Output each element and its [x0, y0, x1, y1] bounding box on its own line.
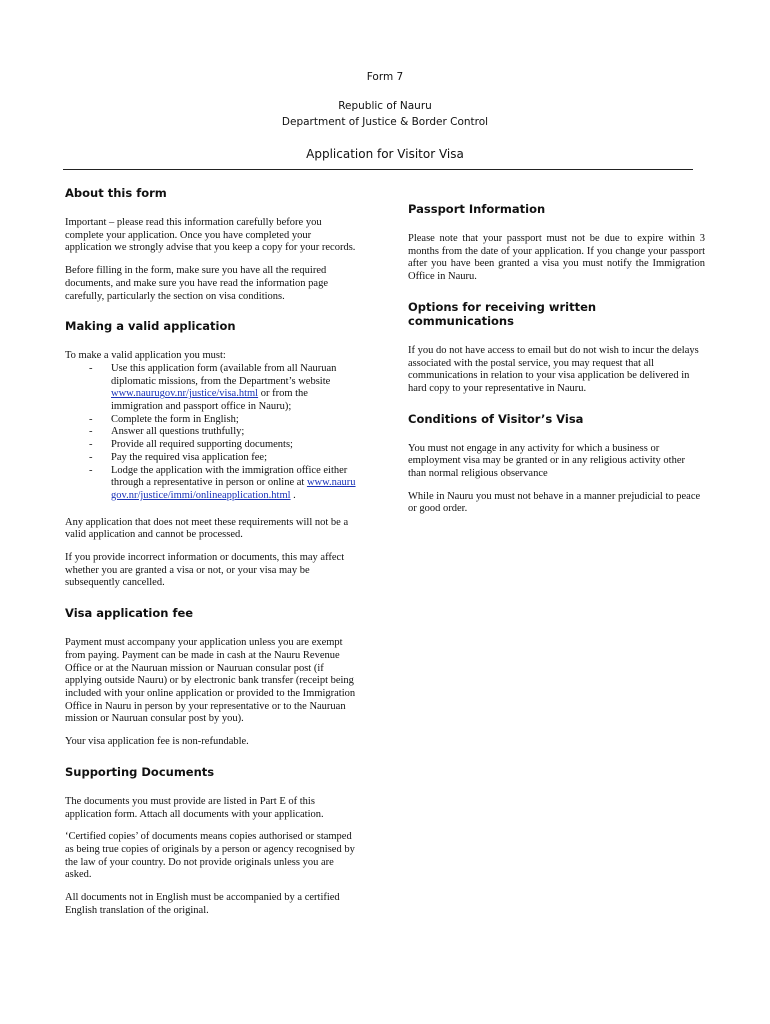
passport-heading: Passport Information: [408, 202, 546, 216]
conditions-paragraph-1: You must not engage in any activity for which a business or employment visa may be granted or in any religious activity other than normal religious observance: [408, 442, 686, 480]
conditions-section: [408, 412, 705, 517]
title-underline-divider: [63, 169, 693, 170]
communications-section: [408, 300, 705, 396]
department-name: Department of Justice & Border Control: [281, 116, 489, 128]
country-name: Republic of Nauru: [338, 100, 432, 112]
about-paragraph-2: Before filling in the form, make sure you have all the required documents, and make sure you have read the information page carefully, particularly the section on visa conditions.: [65, 265, 328, 302]
documents-paragraph-1: The documents you must provide are listed in Part E of this application form. Attach all documents with your application.: [65, 795, 324, 820]
requirements-list: [65, 363, 360, 503]
fee-paragraph-2: Your visa application fee is non-refundable.: [65, 736, 249, 748]
supporting-documents-heading: Supporting Documents: [65, 764, 215, 779]
conditions-heading: Conditions of Visitor’s Visa: [408, 411, 584, 426]
fee-heading: Visa application fee: [65, 606, 194, 621]
fee-paragraph-1: Payment must accompany your application unless you are exempt from paying. Payment can be made in cash at the Nauru Revenue Office or at the Nauruan mission or Nauruan consular post (if applying outside Nauru) or by electronic bank transfer (receipt being included with your online application or provided to the Immigration Office in Nauru in person by your representative or to the Nauruan mission or Nauruan consular post by you).: [65, 637, 356, 725]
list-item: - Use this application form (available from all Nauruan diplomatic missions, from the Department’s website www.naurugov.nr/justice/visa.html or from the immigration and passport office in Nauru);: [89, 363, 360, 414]
fee-section: [65, 606, 360, 749]
list-item: - Lodge the application with the immigration office either through a representative in person or online at www.naurugov.nr/justice/immi/onlineapplication.html .: [89, 465, 360, 503]
incorrect-information-note: If you provide incorrect information or documents, this may affect whether you are granted a visa or not, or your visa may be subsequently cancelled.: [65, 552, 345, 589]
supporting-documents-section: [65, 765, 360, 918]
list-item: - Provide all required supporting documents;: [89, 439, 360, 452]
invalid-application-note: Any application that does not meet these requirements will not be a valid application and cannot be processed.: [65, 516, 349, 541]
about-section: [65, 186, 360, 303]
document-title: Application for Visitor Visa: [306, 147, 464, 161]
right-column: [408, 202, 705, 526]
valid-application-heading: Making a valid application: [65, 319, 236, 334]
list-item: - Complete the form in English;: [89, 414, 360, 427]
valid-intro: To make a valid application you must:: [65, 350, 226, 362]
documents-paragraph-2: ‘Certified copies’ of documents means copies authorised or stamped as being true copies of originals by a person or agency recognised by the law of your country. Do not provide originals unless you are asked.: [65, 831, 355, 881]
about-heading: About this form: [65, 186, 167, 200]
conditions-paragraph-2: While in Nauru you must not behave in a manner prejudicial to peace or good order.: [408, 490, 701, 515]
passport-section: [408, 202, 705, 284]
visa-page-link[interactable]: www.naurugov.nr/justice/visa.html: [111, 388, 259, 400]
form-number: Form 7: [366, 71, 404, 83]
communications-paragraph: If you do not have access to email but do not wish to incur the delays associated with the postal service, you may request that all communications in relation to your visa application be delivered in hard copy to your representative in Nauru.: [408, 344, 699, 394]
passport-paragraph: Please note that your passport must not be due to expire within 3 months from the date of your application. If you change your passport after you have been granted a visa you must notify the Immigration Office in Nauru.: [408, 233, 705, 283]
communications-heading: Options for receiving written communications: [408, 299, 597, 328]
list-item: - Pay the required visa application fee;: [89, 452, 360, 465]
valid-application-section: [65, 319, 360, 590]
left-column: [65, 186, 360, 927]
documents-paragraph-3: All documents not in English must be accompanied by a certified English translation of the original.: [65, 892, 340, 916]
about-paragraph-1: Important – please read this information carefully before you complete your application. Once you have completed your application we strongly advise that you keep a copy for your records.: [65, 217, 356, 254]
online-application-link[interactable]: www.naurugov.nr/justice/immi/onlineapplication.html: [111, 477, 356, 501]
list-item: - Answer all questions truthfully;: [89, 426, 360, 439]
